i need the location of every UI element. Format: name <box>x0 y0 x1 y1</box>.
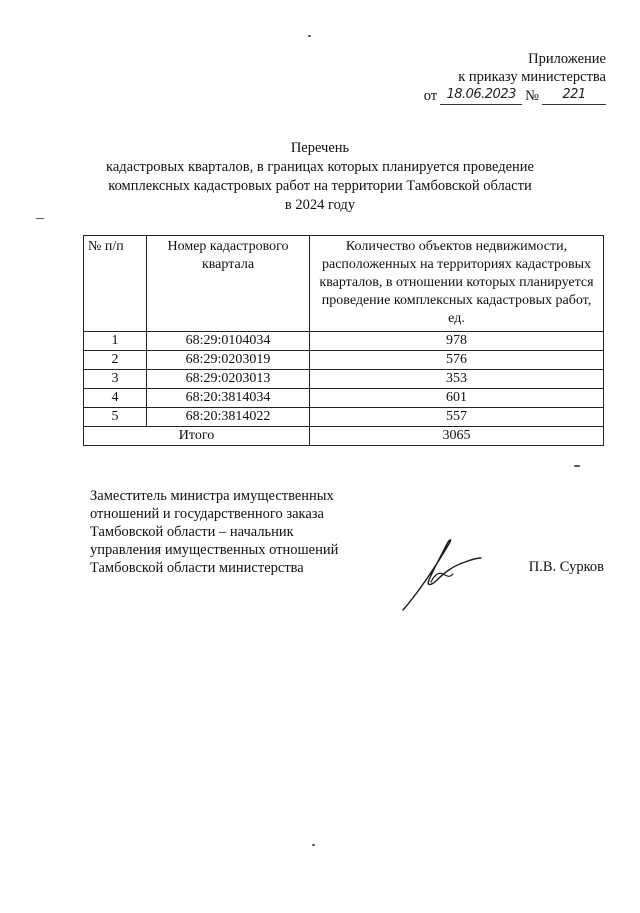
signer-line-5: Тамбовской области министерства <box>90 560 304 576</box>
table-row <box>84 351 604 370</box>
table-row <box>84 389 604 408</box>
signer-name: П.В. Сурков <box>528 559 604 575</box>
appendix-order-ref: к приказу министерства <box>458 69 606 85</box>
signer-line-1: Заместитель министра имущественных <box>90 488 334 504</box>
table-row <box>84 370 604 389</box>
header-number: № п/п <box>84 236 147 332</box>
signer-line-4: управления имущественных отношений <box>90 542 339 558</box>
row-number: 5 <box>84 408 147 427</box>
date-prefix: от <box>423 88 438 104</box>
row-quarter: 68:29:0203019 <box>147 351 310 370</box>
row-count: 576 <box>310 351 604 370</box>
signer-line-3: Тамбовской области – начальник <box>90 524 294 540</box>
table-row <box>84 408 604 427</box>
order-date: 18.06.2023 <box>440 86 522 105</box>
row-quarter: 68:20:3814034 <box>147 389 310 408</box>
row-quarter: 68:29:0203013 <box>147 370 310 389</box>
total-count: 3065 <box>310 427 604 446</box>
appendix-date-line <box>424 86 606 105</box>
row-quarter: 68:20:3814022 <box>147 408 310 427</box>
appendix-header <box>424 50 606 105</box>
handwritten-signature <box>395 528 485 618</box>
order-number: 221 <box>542 86 606 105</box>
table-row <box>84 332 604 351</box>
signer-line-2: отношений и государственного заказа <box>90 506 324 522</box>
scan-speck <box>308 35 311 37</box>
header-count: Количество объектов недвижимости, расположенных на территориях кадастровых кварталов, в отношении которых планируется проведение комплексных кадастровых работ, ед. <box>310 236 604 332</box>
row-count: 601 <box>310 389 604 408</box>
scan-speck <box>36 218 44 219</box>
header-quarter: Номер кадастрового квартала <box>147 236 310 332</box>
row-count: 978 <box>310 332 604 351</box>
number-prefix: № <box>525 88 539 104</box>
title-heading: Перечень <box>290 140 350 156</box>
row-number: 3 <box>84 370 147 389</box>
scan-speck <box>312 844 315 846</box>
scan-speck <box>574 465 580 467</box>
title-line-1: кадастровых кварталов, в границах которых планируется проведение <box>106 159 534 175</box>
row-number: 2 <box>84 351 147 370</box>
signer-position <box>90 487 338 577</box>
appendix-title: Приложение <box>528 51 606 67</box>
row-number: 4 <box>84 389 147 408</box>
table-total-row <box>84 427 604 446</box>
row-count: 557 <box>310 408 604 427</box>
row-count: 353 <box>310 370 604 389</box>
total-label: Итого <box>84 427 310 446</box>
title-line-3: в 2024 году <box>284 197 356 213</box>
document-title <box>0 139 640 215</box>
row-quarter: 68:29:0104034 <box>147 332 310 351</box>
table-header-row <box>84 236 604 332</box>
row-number: 1 <box>84 332 147 351</box>
cadastral-quarters-table <box>83 235 604 446</box>
title-line-2: комплексных кадастровых работ на территории Тамбовской области <box>108 178 532 194</box>
